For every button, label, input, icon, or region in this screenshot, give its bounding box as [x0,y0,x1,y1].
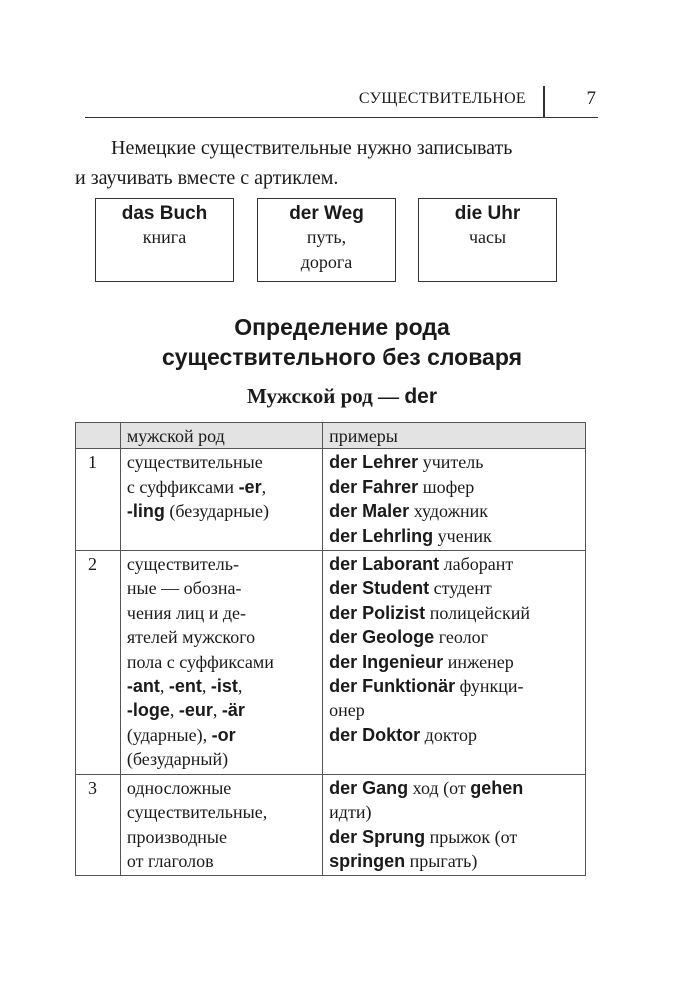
row-number: 1 [76,449,121,551]
cell-line [127,825,316,849]
german-term: -ent [168,676,202,697]
running-head-title: СУЩЕСТВИТЕЛЬНОЕ [358,90,526,107]
text: инженер [443,651,514,672]
word-translation: часы [468,227,507,247]
running-head [85,86,598,118]
cell-line [329,825,579,849]
text: шофер [418,476,475,497]
text: , [237,676,243,697]
text: ные — обозна- [126,578,242,599]
header-examples: примеры [323,423,586,449]
cell-line [127,625,316,649]
german-term: -eur [178,700,213,721]
german-term: der Geologe [329,627,435,648]
text: ход (от [408,777,471,798]
header-number [76,423,121,449]
german-term: der Fahrer [329,476,419,497]
cell-line [329,723,579,747]
row-number: 2 [76,551,121,775]
german-term: der Lehrling [329,525,434,546]
word-german: das Buch [121,203,208,224]
rule-cell [120,551,322,775]
word-german: die Uhr [454,203,521,224]
intro-line: и заучивать вместе с артиклем. [75,167,339,189]
cell-line [329,475,579,499]
german-term: der Laborant [329,554,440,575]
german-term: der Ingenieur [329,651,444,672]
text: , [212,700,222,721]
examples-cell [323,551,586,775]
text: ятелей мужского [126,627,256,648]
section-title-line: Определение рода [234,314,450,340]
text: геолог [434,627,488,648]
german-term: der Student [329,578,430,599]
text: односложные [126,777,232,798]
text: пола с суффиксами [126,651,274,672]
text: производные [126,826,227,847]
text: прыгать) [405,850,478,871]
german-term: springen [329,850,406,871]
german-term: -ling [126,501,165,522]
cell-line [127,499,316,523]
text: прыжок (от [425,826,518,847]
word-box [418,198,557,282]
cell-line [329,650,579,674]
cell-line [127,776,316,800]
text: (безударный) [126,749,229,770]
cell-line [329,800,579,824]
word-box [95,198,234,282]
text: учитель [418,452,484,473]
word-translation: дорога [300,252,353,272]
text: , [169,700,179,721]
cell-line [329,499,579,523]
subsection-article: der [404,385,437,408]
german-term: der Doktor [329,724,421,745]
subsection-title [0,384,684,409]
text: идти) [329,802,372,823]
text: (ударные), [126,724,212,745]
section-title-line: существительного без словаря [161,344,523,370]
word-box [257,198,396,282]
cell-line [329,601,579,625]
examples-cell [323,449,586,551]
word-translation: путь, [306,227,347,247]
table-row [76,551,586,775]
german-term: gehen [470,777,524,798]
german-term: -är [221,700,245,721]
intro-paragraph [75,133,595,193]
text: доктор [420,724,477,745]
german-term: -ant [126,676,160,697]
text: , [159,676,169,697]
text: функци- [455,676,524,697]
text: с суффиксами [126,476,239,497]
header-rule: мужской род [120,423,322,449]
german-term: der Funktionär [329,676,456,697]
text: художник [409,501,489,522]
cell-line [329,524,579,548]
gender-rules-table [75,422,586,876]
page-number: 7 [586,88,596,109]
cell-line [127,552,316,576]
table-row [76,449,586,551]
section-title [0,312,684,372]
cell-line [127,747,316,771]
cell-line [127,698,316,722]
text: полицейский [425,602,530,623]
text: существительные, [126,802,268,823]
examples-cell [323,774,586,876]
german-term: der Lehrer [329,452,419,473]
text: , [201,676,211,697]
table-row [76,774,586,876]
intro-line: Немецкие существительные нужно записывать [111,137,513,159]
row-number: 3 [76,774,121,876]
german-term: der Sprung [329,826,426,847]
cell-line [329,698,579,722]
cell-line [127,576,316,600]
rule-cell [120,774,322,876]
cell-line [329,625,579,649]
subsection-title-text: Мужской род — [247,384,405,408]
text: существительные [126,452,263,473]
cell-line [127,601,316,625]
cell-line [127,650,316,674]
german-term: -or [211,724,236,745]
running-head-divider [543,86,545,117]
table-header-row [76,423,586,449]
cell-line [329,450,579,474]
rule-cell [120,449,322,551]
text: (безударные) [164,501,269,522]
text: лаборант [439,554,514,575]
cell-line [127,849,316,873]
cell-line [329,552,579,576]
cell-line [127,723,316,747]
german-term: der Gang [329,777,409,798]
german-term: der Maler [329,501,410,522]
german-term: -loge [126,700,170,721]
text: от глаголов [126,850,214,871]
cell-line [127,800,316,824]
german-term: der Polizist [329,602,426,623]
cell-line [329,674,579,698]
word-german: der Weg [289,203,364,224]
text: ученик [433,525,492,546]
word-translation: книга [142,227,187,247]
cell-line [127,450,316,474]
cell-line [329,776,579,800]
text: онер [329,700,365,721]
text: чения лиц и де- [126,602,246,623]
german-term: -er [238,476,262,497]
cell-line [329,576,579,600]
text: студент [429,578,492,599]
cell-line [127,475,316,499]
german-term: -ist [210,676,238,697]
text: , [261,476,267,497]
text: существитель- [126,554,239,575]
cell-line [127,674,316,698]
cell-line [329,849,579,873]
